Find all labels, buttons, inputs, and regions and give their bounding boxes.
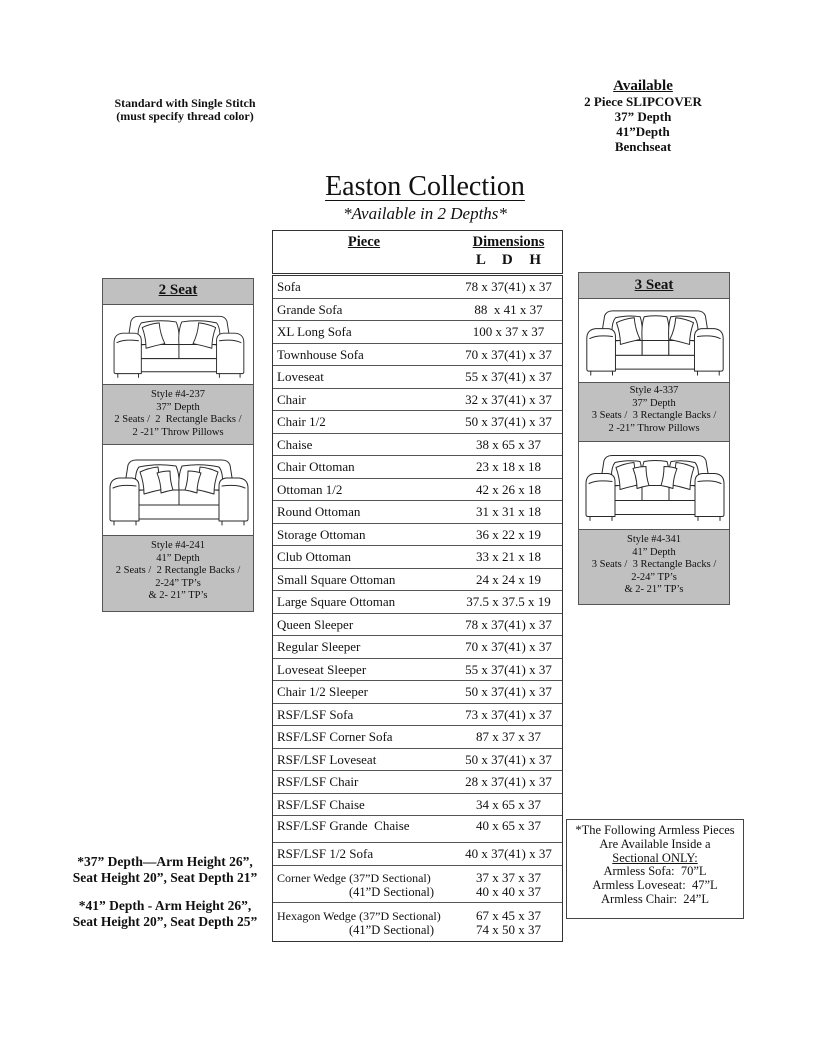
table-row [273, 794, 562, 817]
dims-cell [455, 524, 562, 546]
piece-cell [273, 569, 455, 591]
three-seat-header [579, 273, 729, 299]
table-row [273, 636, 562, 659]
piece-name: Loveseat [277, 369, 324, 384]
dimensions-column-header [455, 234, 562, 251]
piece-name: Chair Ottoman [277, 459, 355, 474]
table-row [273, 276, 562, 299]
table-row [273, 591, 562, 614]
dimensions-value: 36 x 22 x 19 [476, 526, 541, 542]
table-row [273, 726, 562, 749]
dims-cell [455, 569, 562, 591]
style-number: Style #4-241 [151, 540, 205, 551]
armless-note-line: *The Following Armless Pieces [575, 823, 735, 837]
piece-cell [273, 456, 455, 478]
dimensions-value: 50 x 37(41) x 37 [465, 414, 552, 429]
dimensions-value: 37 x 37 x 37 [476, 870, 541, 885]
table-row [273, 366, 562, 389]
available-item: 41”Depth [616, 124, 670, 139]
piece-cell [273, 843, 455, 865]
style-caption [579, 530, 729, 604]
style-detail: 3 Seats / 3 Rectangle Backs / [591, 410, 717, 421]
piece-cell [273, 366, 455, 388]
piece-cell [273, 411, 455, 433]
table-row [273, 704, 562, 727]
piece-cell [273, 524, 455, 546]
piece-cell [273, 389, 455, 411]
stitch-note-line: Standard with Single Stitch [114, 96, 256, 110]
available-heading: Available [613, 78, 673, 94]
sofa-illustration [579, 299, 729, 383]
style-detail: 2-24” TP’s [155, 577, 201, 589]
piece-cell [273, 501, 455, 523]
piece-cell [273, 434, 455, 456]
dims-cell [455, 479, 562, 501]
table-row [273, 321, 562, 344]
dimensions-value: 40 x 40 x 37 [476, 884, 541, 899]
style-caption [579, 383, 729, 442]
armless-pieces-box [566, 819, 744, 919]
three-seat-title: 3 Seat [634, 277, 674, 293]
dimensions-value: 70 x 37(41) x 37 [465, 346, 552, 362]
piece-name: Small Square Ottoman [277, 571, 396, 587]
piece-name: Loveseat Sleeper [277, 661, 367, 677]
style-detail: 37” Depth [156, 401, 200, 413]
piece-name: Corner Wedge (37”D Sectional) [277, 871, 431, 885]
style-number: Style #4-341 [627, 534, 681, 545]
piece-name: Chair 1/2 [277, 414, 326, 429]
style-number: Style 4-337 [629, 385, 679, 396]
style-detail: 2 -21” Throw Pillows [132, 426, 224, 438]
two-seat-sofa-image [103, 305, 253, 384]
sofa-drawing [110, 460, 248, 525]
table-row [273, 659, 562, 682]
piece-cell [273, 659, 455, 681]
dimensions-value: 28 x 37(41) x 37 [465, 774, 552, 789]
sofa-drawing [587, 311, 723, 375]
two-seat-header [103, 279, 253, 305]
table-row [273, 389, 562, 412]
style-detail: 37” Depth [632, 397, 676, 409]
dims-cell [455, 299, 562, 321]
style-detail: 2 Seats / 2 Rectangle Backs / [114, 414, 242, 425]
collection-subtitle: *Available in 2 Depths* [343, 204, 507, 223]
dims-cell [455, 321, 562, 343]
piece-name: Storage Ottoman [277, 526, 366, 542]
dims-cell [455, 434, 562, 456]
dimensions-value: 55 x 37(41) x 37 [465, 369, 552, 384]
table-row [273, 749, 562, 772]
collection-title-wrap [258, 172, 592, 202]
armless-note-line: Are Available Inside a [599, 836, 711, 851]
sofa-illustration [579, 442, 729, 530]
table-row [273, 681, 562, 704]
dimensions-value: 74 x 50 x 37 [476, 922, 541, 937]
piece-name: Chaise [277, 436, 313, 452]
dims-cell [455, 704, 562, 726]
dims-cell [455, 636, 562, 658]
table-row [273, 614, 562, 637]
dims-cell [455, 843, 562, 865]
style-number: Style #4-237 [151, 389, 205, 400]
piece-cell [273, 321, 455, 343]
style-detail: 3 Seats / 3 Rectangle Backs / [591, 559, 717, 570]
style-detail: 2-24” TP’s [631, 571, 677, 583]
armless-heading: Sectional ONLY: [612, 850, 698, 865]
collection-title: Easton Collection [325, 171, 525, 202]
piece-name: RSF/LSF Corner Sofa [277, 729, 393, 744]
table-row [273, 344, 562, 367]
dims-cell [455, 771, 562, 793]
dimensions-value: 70 x 37(41) x 37 [465, 639, 552, 654]
dims-cell [455, 659, 562, 681]
dims-cell [455, 749, 562, 771]
piece-name: (41”D Sectional) [349, 885, 435, 899]
piece-cell [273, 871, 455, 902]
dims-cell [455, 389, 562, 411]
stitch-note [95, 97, 275, 123]
dimensions-value: 32 x 37(41) x 37 [465, 391, 552, 407]
piece-column-label: Piece [347, 234, 381, 250]
dims-cell [455, 726, 562, 748]
piece-cell [273, 276, 455, 298]
piece-name: RSF/LSF 1/2 Sofa [277, 846, 374, 861]
table-row [273, 843, 562, 866]
two-seat-panel [102, 278, 254, 612]
piece-cell [273, 636, 455, 658]
depth-note-line: *41” Depth - Arm Height 26”, [78, 898, 252, 913]
dimensions-value: 23 x 18 x 18 [476, 459, 541, 474]
piece-name: Chair [277, 391, 306, 407]
dimensions-value: 31 x 31 x 18 [476, 504, 541, 519]
dims-cell [455, 909, 562, 941]
three-seat-panel [578, 272, 730, 605]
piece-name: Queen Sleeper [277, 616, 354, 632]
sofa-drawing [586, 456, 724, 521]
dimensions-value: 37.5 x 37.5 x 19 [466, 594, 551, 609]
piece-name: Sofa [277, 279, 301, 294]
table-row [273, 816, 562, 843]
piece-cell [273, 704, 455, 726]
dimensions-value: 38 x 65 x 37 [476, 436, 541, 452]
dims-cell [455, 871, 562, 902]
dimensions-value: 33 x 21 x 18 [476, 549, 541, 564]
dims-cell [455, 366, 562, 388]
piece-name: Large Square Ottoman [277, 594, 396, 609]
piece-name: Round Ottoman [277, 504, 361, 519]
table-row [273, 299, 562, 322]
table-row [273, 903, 562, 941]
stitch-note-line: (must specify thread color) [116, 109, 254, 123]
table-row [273, 569, 562, 592]
piece-cell [273, 771, 455, 793]
two-seat-title: 2 Seat [158, 282, 198, 298]
armless-heading-line [567, 852, 743, 866]
depth-note [50, 898, 280, 929]
piece-name: Chair 1/2 Sleeper [277, 684, 368, 699]
dimensions-table-body [272, 275, 563, 942]
sofa-drawing [114, 316, 244, 377]
dims-cell [455, 546, 562, 568]
dimensions-value: 50 x 37(41) x 37 [465, 684, 552, 699]
piece-cell [273, 726, 455, 748]
style-detail: 2 -21” Throw Pillows [608, 422, 700, 434]
three-seat-sofa-image [579, 442, 729, 529]
table-row [273, 434, 562, 457]
dimensions-value: 67 x 45 x 37 [476, 908, 541, 923]
style-caption [103, 385, 253, 445]
dims-cell [455, 456, 562, 478]
dims-cell [455, 344, 562, 366]
dimensions-value: 55 x 37(41) x 37 [465, 661, 552, 677]
piece-name: RSF/LSF Chaise [277, 796, 365, 812]
piece-cell [273, 909, 455, 941]
piece-name: Grande Sofa [277, 301, 343, 317]
dims-cell [455, 411, 562, 433]
style-caption [103, 536, 253, 611]
available-item: Benchseat [614, 139, 672, 154]
dims-cell [455, 591, 562, 613]
dimensions-table-header [272, 230, 563, 274]
piece-name: RSF/LSF Loveseat [277, 751, 377, 767]
piece-cell [273, 344, 455, 366]
piece-cell [273, 816, 455, 842]
depth-notes [50, 854, 280, 929]
piece-cell [273, 299, 455, 321]
dimensions-value: 50 x 37(41) x 37 [465, 751, 552, 767]
piece-cell [273, 479, 455, 501]
table-row [273, 524, 562, 547]
dimensions-value: 40 x 65 x 37 [476, 818, 541, 833]
piece-name: Townhouse Sofa [277, 346, 364, 362]
dimensions-value: 78 x 37(41) x 37 [465, 616, 552, 632]
depth-note-line: Seat Height 20”, Seat Depth 25” [72, 913, 258, 929]
piece-cell [273, 681, 455, 703]
piece-cell [273, 749, 455, 771]
style-detail: & 2- 21” TP’s [148, 590, 208, 601]
available-options [563, 79, 723, 154]
armless-item: Armless Loveseat: 47”L [592, 878, 718, 893]
style-detail: 41” Depth [156, 552, 200, 564]
dimensions-value: 40 x 37(41) x 37 [465, 846, 552, 861]
style-detail: 41” Depth [632, 546, 676, 558]
piece-name: RSF/LSF Chair [277, 774, 359, 789]
dimensions-value: 88 x 41 x 37 [474, 301, 543, 317]
available-item: 2 Piece SLIPCOVER [584, 94, 702, 109]
dimensions-column-label: Dimensions [472, 234, 545, 250]
dimensions-value: 34 x 65 x 37 [476, 796, 541, 812]
piece-column-header [273, 234, 455, 251]
dims-cell [455, 794, 562, 816]
armless-item: Armless Sofa: 70”L [603, 864, 707, 879]
depth-note-line: Seat Height 20”, Seat Depth 21” [72, 869, 258, 885]
piece-cell [273, 614, 455, 636]
piece-name: Club Ottoman [277, 549, 352, 564]
dims-cell [455, 614, 562, 636]
piece-name: Regular Sleeper [277, 639, 361, 654]
table-row [273, 866, 562, 903]
table-row [273, 456, 562, 479]
table-row [273, 546, 562, 569]
dims-cell [455, 276, 562, 298]
table-row [273, 411, 562, 434]
three-seat-sofa-image [579, 299, 729, 382]
piece-name: XL Long Sofa [277, 324, 352, 339]
table-row [273, 479, 562, 502]
dimensions-value: 42 x 26 x 18 [476, 481, 541, 497]
dims-cell [455, 501, 562, 523]
dimensions-value: 100 x 37 x 37 [472, 324, 545, 339]
style-detail: & 2- 21” TP’s [624, 584, 684, 595]
dimensions-value: 78 x 37(41) x 37 [465, 279, 552, 294]
depth-note-line: *37” Depth—Arm Height 26”, [77, 854, 253, 869]
available-item: 37” Depth [614, 109, 672, 124]
table-row [273, 771, 562, 794]
piece-cell [273, 794, 455, 816]
dimensions-value: 87 x 37 x 37 [476, 729, 541, 744]
piece-cell [273, 546, 455, 568]
piece-cell [273, 591, 455, 613]
armless-item: Armless Chair: 24”L [601, 891, 709, 906]
piece-name: Ottoman 1/2 [277, 481, 343, 497]
sofa-illustration [103, 445, 253, 536]
piece-name: RSF/LSF Sofa [277, 706, 354, 722]
two-seat-sofa-image [103, 445, 253, 535]
piece-name: Hexagon Wedge (37”D Sectional) [277, 909, 441, 923]
dimensions-value: 73 x 37(41) x 37 [465, 706, 552, 722]
dimensions-value: 24 x 24 x 19 [476, 571, 541, 587]
ldh-header: L D H [475, 252, 542, 268]
piece-name: RSF/LSF Grande Chaise [277, 818, 410, 833]
dims-cell [455, 681, 562, 703]
style-detail: 2 Seats / 2 Rectangle Backs / [115, 565, 241, 576]
table-row [273, 501, 562, 524]
dims-cell [455, 816, 562, 842]
sofa-illustration [103, 305, 253, 385]
depth-note [50, 854, 280, 885]
piece-name: (41”D Sectional) [349, 923, 435, 937]
